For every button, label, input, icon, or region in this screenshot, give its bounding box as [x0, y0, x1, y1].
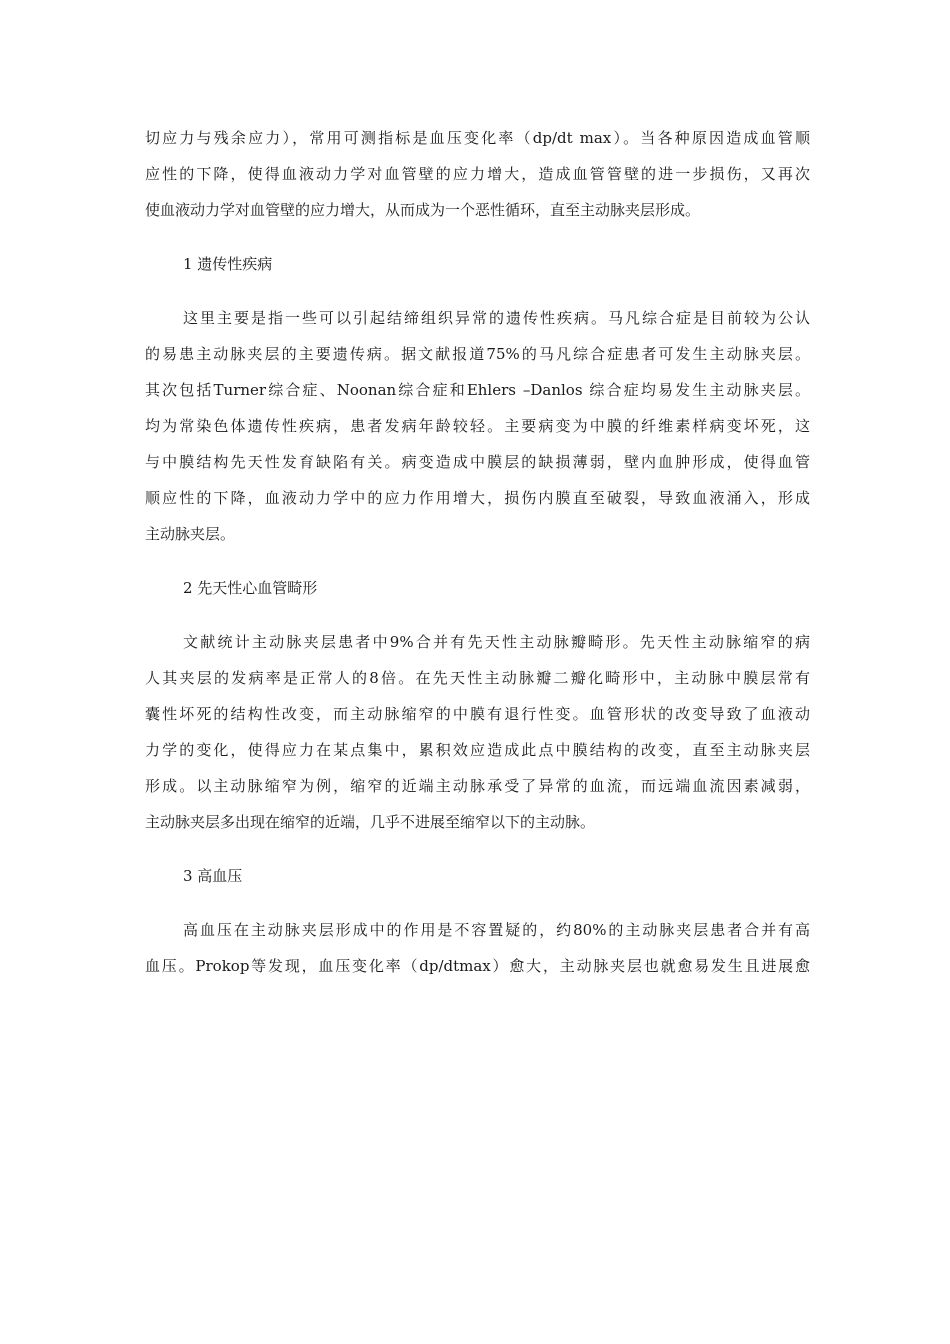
text-line: 形成。以主动脉缩窄为例，缩窄的近端主动脉承受了异常的血流，而远端血流因素减弱， — [145, 777, 810, 795]
text-line: 高血压在主动脉夹层形成中的作用是不容置疑的，约80%的主动脉夹层患者合并有高 — [183, 921, 810, 939]
text-line: 其次包括Turner综合症、Noonan综合症和Ehlers –Danlos 综合症均易发生主动脉夹层。 — [145, 381, 810, 399]
text-line: 囊性坏死的结构性改变，而主动脉缩窄的中膜有退行性变。血管形状的改变导致了血液动 — [145, 705, 810, 723]
section-heading-2: 2 先天性心血管畸形 — [183, 579, 318, 597]
text-line: 血压。Prokop等发现，血压变化率（dp/dtmax）愈大，主动脉夹层也就愈易发生且进展愈 — [145, 957, 810, 975]
text-line: 的易患主动脉夹层的主要遗传病。据文献报道75%的马凡综合症患者可发生主动脉夹层。 — [145, 345, 810, 363]
text-line: 这里主要是指一些可以引起结缔组织异常的遗传性疾病。马凡综合症是目前较为公认 — [183, 309, 810, 327]
section-heading-1: 1 遗传性疾病 — [183, 255, 273, 273]
document-body — [145, 120, 810, 984]
text-line: 使血液动力学对血管壁的应力增大，从而成为一个恶性循环，直至主动脉夹层形成。 — [145, 201, 701, 219]
section-heading-3: 3 高血压 — [183, 867, 243, 885]
text-line: 主动脉夹层。 — [145, 525, 236, 543]
text-line: 人其夹层的发病率是正常人的8倍。在先天性主动脉瓣二瓣化畸形中，主动脉中膜层常有 — [145, 669, 810, 687]
paragraph-intro — [145, 120, 810, 228]
text-line: 顺应性的下降，血液动力学中的应力作用增大，损伤内膜直至破裂，导致血液涌入，形成 — [145, 489, 810, 507]
paragraph-section-2 — [145, 624, 810, 840]
text-line: 与中膜结构先天性发育缺陷有关。病变造成中膜层的缺损薄弱，壁内血肿形成，使得血管 — [145, 453, 810, 471]
text-line: 应性的下降，使得血液动力学对血管壁的应力增大，造成血管管壁的进一步损伤，又再次 — [145, 165, 810, 183]
text-line: 均为常染色体遗传性疾病，患者发病年龄较轻。主要病变为中膜的纤维素样病变坏死，这 — [145, 417, 810, 435]
text-line: 文献统计主动脉夹层患者中9%合并有先天性主动脉瓣畸形。先天性主动脉缩窄的病 — [183, 633, 810, 651]
text-line: 力学的变化，使得应力在某点集中，累积效应造成此点中膜结构的改变，直至主动脉夹层 — [145, 741, 810, 759]
paragraph-section-1 — [145, 300, 810, 552]
paragraph-section-3 — [145, 912, 810, 984]
text-line: 主动脉夹层多出现在缩窄的近端，几乎不进展至缩窄以下的主动脉。 — [145, 813, 596, 831]
text-line: 切应力与残余应力），常用可测指标是血压变化率（dp/dt max）。当各种原因造成血管顺 — [145, 129, 810, 147]
